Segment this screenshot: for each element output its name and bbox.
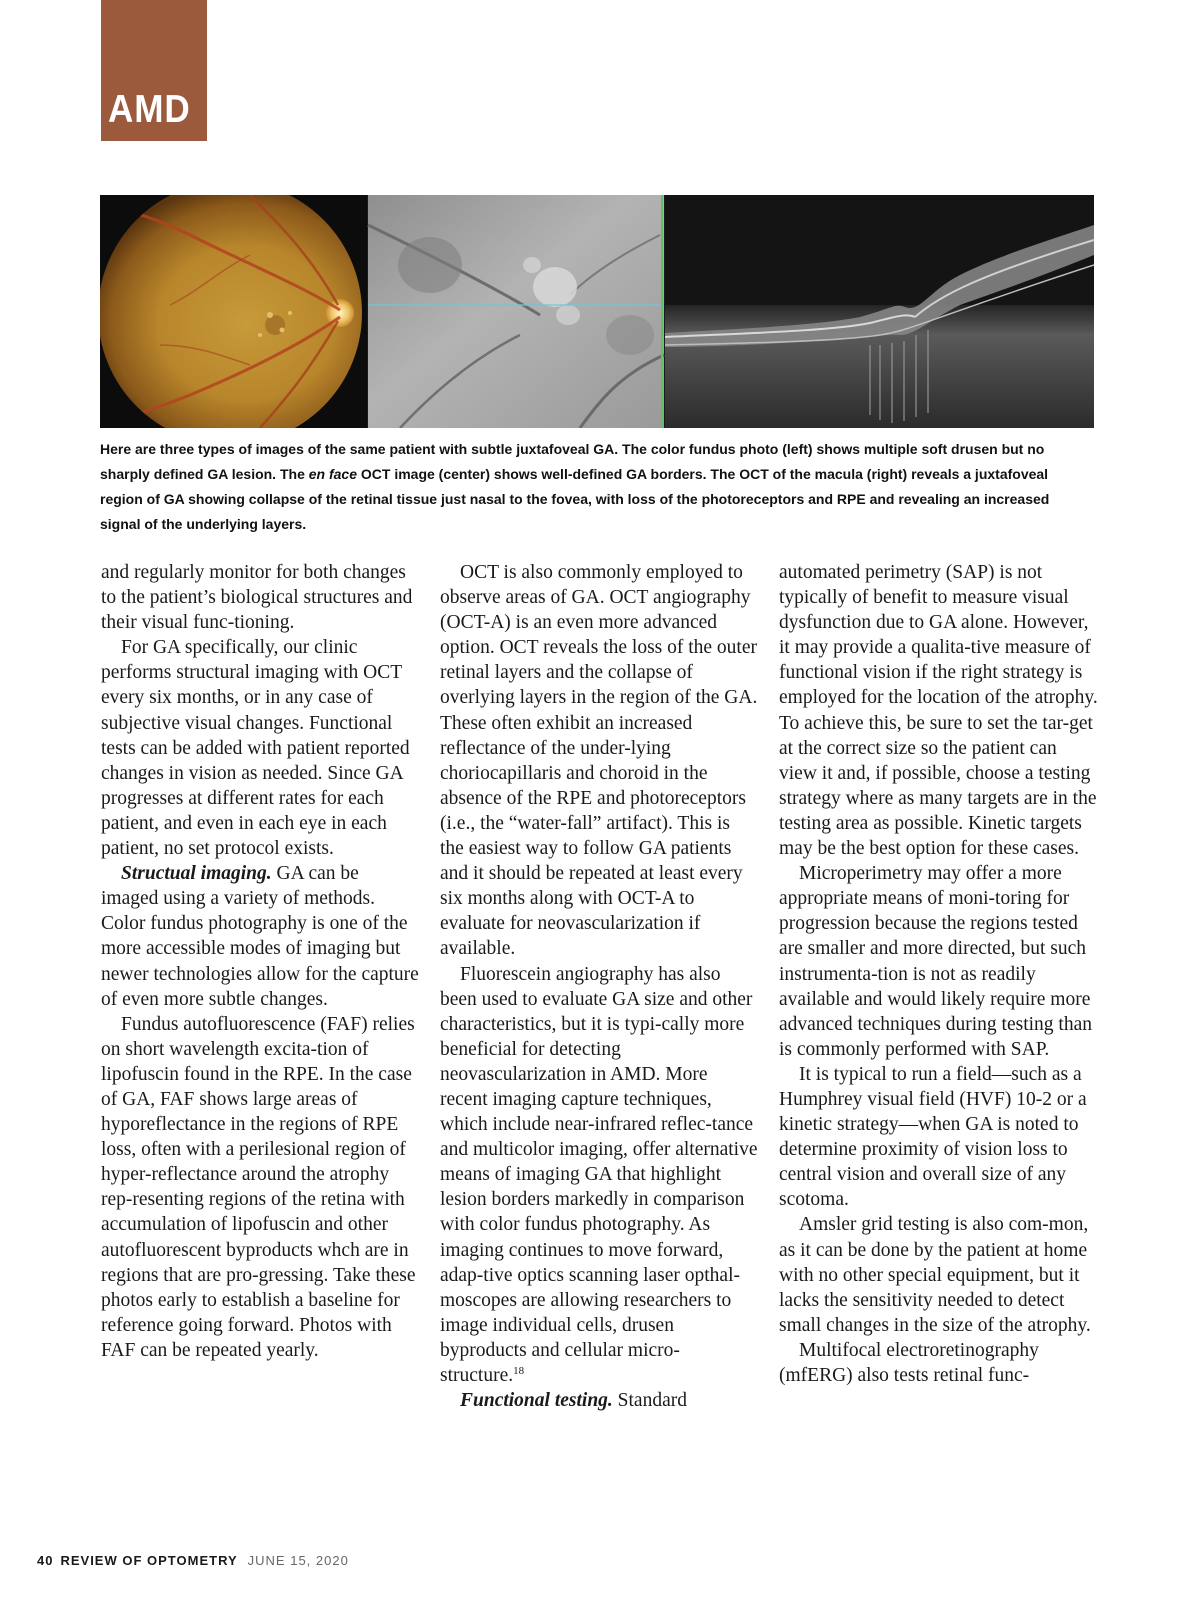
color-fundus-photo <box>100 195 367 428</box>
paragraph: Amsler grid testing is also com-mon, as it can be done by the patient at home with no other special equipment, but it lacks the sensitivity needed to detect small changes in the size of the atrophy. <box>779 1214 1091 1336</box>
subhead: Structual imaging. <box>121 863 272 885</box>
section-tag <box>101 0 207 141</box>
caption-text-part1: Here are three types of images of the same patient with subtle juxtafoveal GA. The color fundus photo (left) shows multiple soft drusen but no sharply defined GA lesion. The <box>100 441 1045 482</box>
paragraph <box>101 861 419 1012</box>
paragraph: For GA specifically, our clinic performs structural imaging with OCT every six months, or in any case of subjective visual changes. Functional tests can be added with patient reported changes in vision as needed. Since GA progresses at different rates for each patient, and even in each eye in each patient, no set protocol exists. <box>101 637 410 860</box>
paragraph <box>440 962 758 1389</box>
article-column-2 <box>440 560 758 1413</box>
article-column-1 <box>101 560 419 1363</box>
paragraph: It is typical to run a field—such as a Humphrey visual field (HVF) 10-2 or a kinetic strategy—when GA is noted to determine proximity of vision loss to central vision and overall size of any scotoma. <box>779 1063 1087 1211</box>
article-column-3 <box>779 560 1099 1388</box>
paragraph-text: Fluorescein angiography has also been used to evaluate GA size and other characteristics, but it is typi-cally more beneficial for detecting neovascularization in AMD. More recent imaging capture techniques, which include near-infrared reflec-tance and multicolor imaging, offer alternative means of imaging GA that highlight lesion borders markedly in comparison with color fundus photography. As imaging continues to move forward, adap-tive optics scanning laser opthal-moscopes are allowing researchers to image individual cells, drusen byproducts and cellular micro-structure. <box>440 963 758 1386</box>
reference-number: 18 <box>513 1365 525 1377</box>
oct-macula-scan <box>665 195 1094 428</box>
section-tag-label: AMD <box>108 88 191 131</box>
paragraph-text: Standard <box>612 1390 687 1412</box>
paragraph: Microperimetry may offer a more appropriate means of moni-toring for progression because the regions tested are smaller and more directed, but such instrumenta-tion is not as readily available and would likely require more advanced techniques during testing than is commonly performed with SAP. <box>779 863 1092 1060</box>
paragraph <box>440 1388 758 1413</box>
page-number: 40 <box>37 1553 54 1568</box>
en-face-oct-image <box>368 195 664 428</box>
figure-image-strip <box>100 195 1094 428</box>
paragraph: Fundus autofluorescence (FAF) relies on short wavelength excita-tion of lipofuscin found in the RPE. In the case of GA, FAF shows large areas of hyporeflectance in the regions of RPE loss, often with a perilesional region of hyper-reflectance around the atrophy rep-resenting regions of the retina with accumulation of lipofuscin and other autofluorescent byproducts whch are in regions that are pro-gressing. Take these photos early to establish a baseline for reference going forward. Photos with FAF can be repeated yearly. <box>101 1013 416 1361</box>
paragraph-text: GA can be imaged using a variety of methods. Color fundus photography is one of the more accessible modes of imaging but newer technologies allow for the capture of even more subtle changes. <box>101 863 419 1010</box>
paragraph: OCT is also commonly employed to observe areas of GA. OCT angiography (OCT-A) is an even more advanced option. OCT reveals the loss of the outer retinal layers and the collapse of overlying layers in the region of the GA. These often exhibit an increased reflectance of the under-lying choriocapillaris and choroid in the absence of the RPE and photoreceptors (i.e., the “water-fall” artifact). This is the easiest way to follow GA patients and it should be repeated at least every six months along with OCT-A to evaluate for neovascularization if available. <box>440 562 758 960</box>
issue-date: JUNE 15, 2020 <box>247 1553 349 1568</box>
figure-caption <box>100 437 1070 537</box>
caption-text-part2: OCT image (center) shows well-defined GA borders. The OCT of the macula (right) reveals a juxtafoveal region of GA showing collapse of the retinal tissue just nasal to the fovea, with loss of the photoreceptors and RPE and revealing an increased signal of the underlying layers. <box>100 466 1050 532</box>
paragraph: automated perimetry (SAP) is not typically of benefit to measure visual dysfunction due to GA alone. However, it may provide a qualita-tive measure of functional vision if the right strategy is employed for the location of the atrophy. To achieve this, be sure to set the tar-get at the correct size so the patient can view it and, if possible, choose a testing strategy where as many targets are in the testing area as possible. Kinetic targets may be the best option for these cases. <box>779 562 1098 860</box>
page-footer <box>37 1553 349 1568</box>
publication-name: REVIEW OF OPTOMETRY <box>60 1553 238 1568</box>
paragraph: and regularly monitor for both changes to the patient’s biological structures and their visual func-tioning. <box>101 562 413 634</box>
paragraph: Multifocal electroretinography (mfERG) also tests retinal func- <box>779 1339 1039 1386</box>
subhead: Functional testing. <box>460 1390 613 1412</box>
caption-italic: en face <box>308 466 357 482</box>
